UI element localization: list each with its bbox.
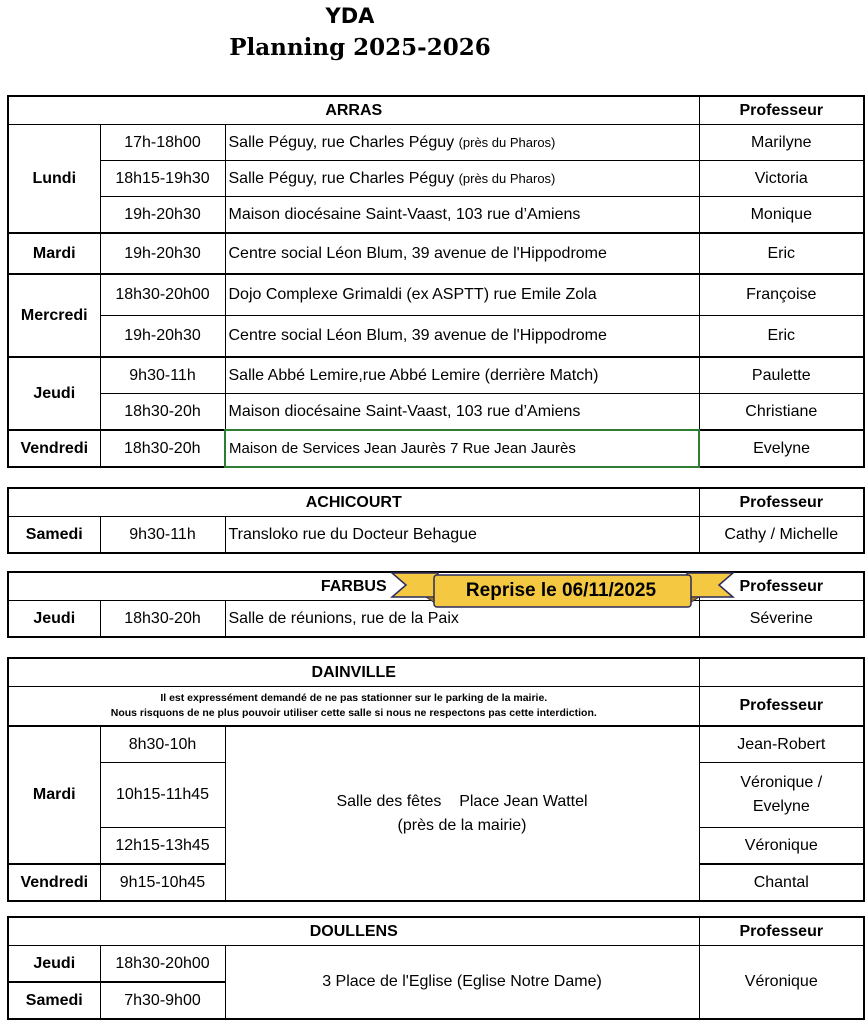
- table-row: [8, 726, 864, 763]
- time-cell: 18h30-20h: [100, 601, 225, 638]
- time-cell: 18h30-20h00: [100, 274, 225, 316]
- table-row: [8, 197, 864, 234]
- table-row: [8, 125, 864, 161]
- location-cell-selected[interactable]: Maison de Services Jean Jaurès 7 Rue Jean Jaurès: [225, 430, 699, 467]
- professor-cell: [699, 763, 864, 828]
- dainville-table: [7, 657, 865, 902]
- achicourt-table: [7, 487, 865, 554]
- farbus-header: FARBUS: [8, 572, 699, 601]
- day-samedi: Samedi: [8, 517, 100, 554]
- reprise-banner-text: Reprise le 06/11/2025: [465, 580, 657, 601]
- professor-cell: Françoise: [699, 274, 864, 316]
- table-row: [8, 233, 864, 274]
- location-cell: Transloko rue du Docteur Behague: [225, 517, 699, 554]
- location-cell: [225, 161, 699, 197]
- location-cell: Salle Abbé Lemire,rue Abbé Lemire (derrière Match): [225, 357, 699, 394]
- location-cell: Dojo Complexe Grimaldi (ex ASPTT) rue Emile Zola: [225, 274, 699, 316]
- table-row: [8, 394, 864, 431]
- location-cell: Maison diocésaine Saint-Vaast, 103 rue d’Amiens: [225, 197, 699, 234]
- achicourt-header: ACHICOURT: [8, 488, 699, 517]
- time-cell: 9h30-11h: [100, 517, 225, 554]
- day-jeudi: Jeudi: [8, 946, 100, 983]
- day-mardi: Mardi: [8, 233, 100, 274]
- day-lundi: Lundi: [8, 125, 100, 234]
- professor-cell: Monique: [699, 197, 864, 234]
- table-row: [8, 517, 864, 554]
- professor-cell: Christiane: [699, 394, 864, 431]
- professor-cell: Eric: [699, 316, 864, 358]
- professor-line: Véronique /: [740, 774, 823, 791]
- table-row: [8, 946, 864, 983]
- notice-line: Nous risquons de ne plus pouvoir utiliser cette salle si nous ne respectons pas cette interdiction.: [110, 707, 597, 719]
- day-jeudi: Jeudi: [8, 601, 100, 638]
- time-cell: 18h30-20h: [100, 430, 225, 467]
- location-line: (près de la mairie): [397, 816, 527, 834]
- prof-header: Professeur: [699, 917, 864, 946]
- day-vendredi: Vendredi: [8, 430, 100, 467]
- day-mercredi: Mercredi: [8, 274, 100, 357]
- table-row: [8, 357, 864, 394]
- time-cell: 18h30-20h00: [100, 946, 225, 983]
- doullens-header: DOULLENS: [8, 917, 699, 946]
- professor-line: Evelyne: [752, 798, 810, 815]
- professor-cell: Chantal: [699, 864, 864, 901]
- table-row: [8, 430, 864, 467]
- org-title: YDA: [325, 4, 375, 28]
- table-row: [8, 274, 864, 316]
- professor-cell: Véronique: [699, 828, 864, 865]
- location-cell: Centre social Léon Blum, 39 avenue de l'Hippodrome: [225, 316, 699, 358]
- professor-cell: Paulette: [699, 357, 864, 394]
- location-line: Salle des fêtes Place Jean Wattel: [336, 792, 588, 810]
- location-cell: 3 Place de l'Eglise (Eglise Notre Dame): [225, 946, 699, 1020]
- time-cell: 19h-20h30: [100, 197, 225, 234]
- arras-table: [7, 95, 865, 468]
- table-row: [8, 316, 864, 358]
- professor-cell: Cathy / Michelle: [699, 517, 864, 554]
- notice-line: Il est expressément demandé de ne pas stationner sur le parking de la mairie.: [160, 692, 548, 704]
- professor-cell: Victoria: [699, 161, 864, 197]
- professor-cell: Séverine: [699, 601, 864, 638]
- time-cell: 9h15-10h45: [100, 864, 225, 901]
- time-cell: 8h30-10h: [100, 726, 225, 763]
- location-note: (près du Pharos): [458, 134, 556, 150]
- professor-cell: Jean-Robert: [699, 726, 864, 763]
- time-cell: 18h30-20h: [100, 394, 225, 431]
- professor-cell: Eric: [699, 233, 864, 274]
- prof-header: Professeur: [699, 687, 864, 727]
- table-row: [8, 161, 864, 197]
- parking-notice: [8, 687, 699, 727]
- location-cell: [225, 726, 699, 901]
- time-cell: 10h15-11h45: [100, 763, 225, 828]
- time-cell: 19h-20h30: [100, 316, 225, 358]
- time-cell: 19h-20h30: [100, 233, 225, 274]
- location-cell: Centre social Léon Blum, 39 avenue de l'Hippodrome: [225, 233, 699, 274]
- professor-cell: Véronique: [699, 946, 864, 1020]
- page-title: Planning 2025-2026: [229, 34, 491, 61]
- location-note: (près du Pharos): [458, 170, 556, 186]
- prof-header: Professeur: [699, 96, 864, 125]
- professor-cell: Evelyne: [699, 430, 864, 467]
- location-cell: Maison diocésaine Saint-Vaast, 103 rue d’Amiens: [225, 394, 699, 431]
- time-cell: 7h30-9h00: [100, 982, 225, 1019]
- professor-cell: Marilyne: [699, 125, 864, 161]
- day-vendredi: Vendredi: [8, 864, 100, 901]
- time-cell: 12h15-13h45: [100, 828, 225, 865]
- time-cell: 9h30-11h: [100, 357, 225, 394]
- location-text: Salle Péguy, rue Charles Péguy: [228, 133, 455, 151]
- location-text: Salle Péguy, rue Charles Péguy: [228, 169, 455, 187]
- day-mardi: Mardi: [8, 726, 100, 864]
- empty-cell: [699, 658, 864, 687]
- prof-header: Professeur: [699, 572, 864, 601]
- dainville-header: DAINVILLE: [8, 658, 699, 687]
- time-cell: 18h15-19h30: [100, 161, 225, 197]
- arras-header: ARRAS: [8, 96, 699, 125]
- doullens-table: [7, 916, 865, 1020]
- location-cell: Salle de réunions, rue de la Paix: [225, 601, 699, 638]
- day-jeudi: Jeudi: [8, 357, 100, 430]
- day-samedi: Samedi: [8, 982, 100, 1019]
- time-cell: 17h-18h00: [100, 125, 225, 161]
- location-cell: [225, 125, 699, 161]
- prof-header: Professeur: [699, 488, 864, 517]
